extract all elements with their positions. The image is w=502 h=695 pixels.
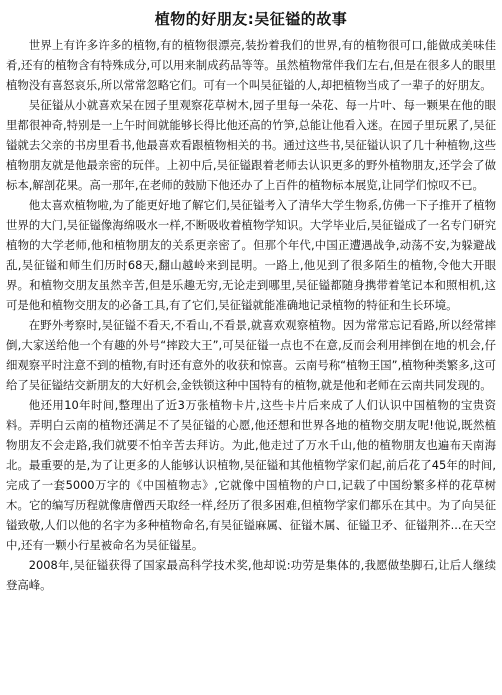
article-title: 植物的好朋友:吴征镒的故事	[154, 10, 348, 28]
paragraph-5: 他还用10年时间,整理出了近3万张植物卡片,这些卡片后来成了人们认识中国植物的宝贵资料。弄明白云南的植物还满足不了吴征镒的心愿,他还想和世界各地的植物交朋友呢!他说,既然植物朋友不会走路,我们就要不怕辛苦去拜访。为此,他走过了万水千山,他的植物朋友也遍布天南海北。最重要的是,为了让更多的人能够认识植物,吴征镒和其他植物学家们起,前后花了45年的时间,完成了一套5000万字的《中国植物志》,它就像中国植物的户口,记载了中国纷繁多样的花草树木。它的编写历程就像唐僧西天取经一样,经历了很多困难,但植物学家们都乐在其中。为了向吴征镒致敬,人们以他的名字为多种植物命名,有吴征镒麻属、征镒木属、征镒卫矛、征镒荆芥...在天空中,还有一颗小行星被命名为吴征镒星。	[6, 398, 496, 552]
paragraph-6: 2008年,吴征镒获得了国家最高科学技术奖,他却说:功劳是集体的,我愿做垫脚石,让后人继续登高峰。	[6, 558, 496, 592]
paragraph-1: 世界上有许多许多的植物,有的植物很漂亮,装扮着我们的世界,有的植物很可口,能做成美味佳肴,还有的植物含有特殊成分,可以用来制成药品等等。虽然植物常伴我们左右,但是在很多人的眼里植物没有喜怒哀乐,所以常常忽略它们。可有一个叫吴征镒的人,却把植物当成了一辈子的好朋友。	[6, 38, 496, 92]
paragraph-2: 吴征镒从小就喜欢呆在园子里观察花草树木,园子里每一朵花、每一片叶、每一颗果在他的眼里都很神奇,特别是一上午时间就能够长得比他还高的竹笋,总能让他看入迷。在园子里玩累了,吴征镒就去父亲的书房里看书,他最喜欢看跟植物相关的书。通过这些书,吴征镒认识了几十种植物,这些植物朋友就是他最亲密的玩伴。上初中后,吴征镒跟着老师去认识更多的野外植物朋友,还学会了做标本,解剖花果。高一那年,在老师的鼓励下他还办了上百件的植物标本展览,让同学们惊叹不已。	[6, 98, 496, 192]
paragraph-3: 他太喜欢植物啦,为了能更好地了解它们,吴征镒考入了清华大学生物系,仿佛一下子推开了植物世界的大门,吴征镒像海绵吸水一样,不断吸收着植物学知识。大学毕业后,吴征镒成了一名专门研究植物的大学老师,他和植物朋友的关系更亲密了。但那个年代,中国正遭遇战争,动荡不安,为躲避战乱,吴征镒和师生们历时68天,翻山越岭来到昆明。一路上,他见到了很多陌生的植物,令他大开眼界。和植物交朋友虽然辛苦,但是乐趣无穷,无论走到哪里,吴征镒都随身携带着笔记本和照相机,这可是他和植物交朋友的必备工具,有了它们,吴征镒就能准确地记录植物的特征和生长环境。	[6, 198, 496, 312]
paragraph-4: 在野外考察时,吴征镒不看天,不看山,不看景,就喜欢观察植物。因为常常忘记看路,所以经常摔倒,大家送给他一个有趣的外号“摔跤大王”,可吴征镒一点也不在意,反而会利用摔倒在地的机会,仔细观察平时注意不到的植物,有时还有意外的收获和惊喜。云南号称“植物王国”,植物种类繁多,这可给了吴征镒结交新朋友的大好机会,金铁锁这种中国特有的植物,就是他和老师在云南共同发现的。	[6, 318, 496, 392]
